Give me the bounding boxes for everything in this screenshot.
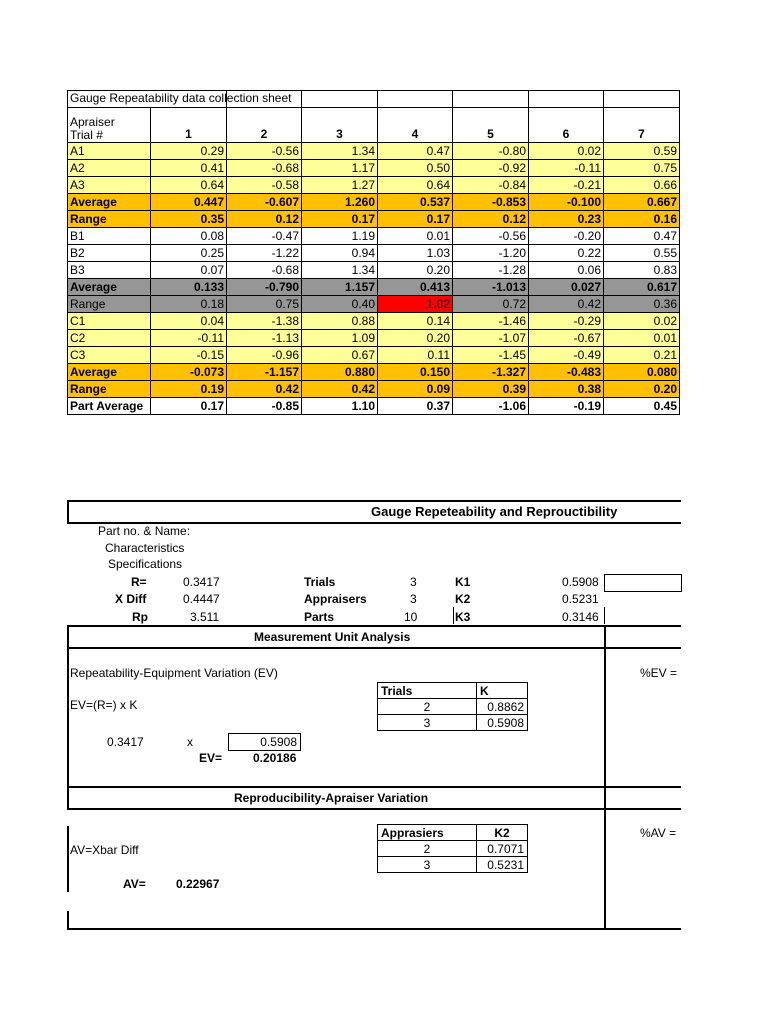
table-cell: 1.03 (378, 245, 453, 262)
ev-times: x (187, 735, 193, 749)
table-cell: -0.68 (227, 262, 302, 279)
table-row (68, 330, 680, 347)
row-label: Average (68, 364, 151, 381)
table-cell: 0.02 (529, 143, 604, 160)
table-cell: 0.08 (151, 228, 227, 245)
table-cell: -0.073 (151, 364, 227, 381)
table-cell: 0.21 (604, 347, 680, 364)
table-cell: 0.12 (227, 211, 302, 228)
table-cell: 0.39 (453, 381, 529, 398)
k1-label: K1 (455, 575, 471, 589)
k3-value: 0.3146 (562, 610, 599, 624)
table-cell: 0.150 (378, 364, 453, 381)
table-cell: -0.96 (227, 347, 302, 364)
row-label: A2 (68, 160, 151, 177)
table-cell: -0.56 (453, 228, 529, 245)
pct-ev-label: %EV = (640, 666, 678, 680)
xdiff-value: 0.4447 (183, 592, 220, 606)
table-cell: -1.06 (453, 398, 529, 415)
rp-value: 3.511 (190, 610, 220, 624)
table-cell: 1.17 (302, 160, 378, 177)
table-row (68, 364, 680, 381)
pct-av-label: %AV = (640, 826, 677, 840)
ev-r-value: 0.3417 (107, 735, 144, 749)
table-cell: 0.72 (453, 296, 529, 313)
table-cell: -0.92 (453, 160, 529, 177)
row-label: Range (68, 296, 151, 313)
table-cell: 0.75 (604, 160, 680, 177)
ev-k-cell: 0.5908 (228, 733, 301, 751)
characteristics-label: Characteristics (105, 541, 185, 555)
table-cell: 0.45 (604, 398, 680, 415)
table-cell: 0.59 (604, 143, 680, 160)
header-label: Apraiser Trial # (68, 108, 151, 143)
table-cell: -0.853 (453, 194, 529, 211)
table-cell: 0.027 (529, 279, 604, 296)
appraisers-label: Appraisers (304, 592, 367, 606)
table-cell: 1.19 (302, 228, 378, 245)
table-cell: -0.19 (529, 398, 604, 415)
table-cell: 0.38 (529, 381, 604, 398)
column-header-2: 2 (227, 108, 302, 143)
table-cell: 1.10 (302, 398, 378, 415)
k3-label: K3 (455, 610, 471, 624)
ev-formula: EV=(R=) x K (70, 698, 138, 712)
table-cell: -0.67 (529, 330, 604, 347)
table-cell: -1.20 (453, 245, 529, 262)
table-cell: 1.34 (302, 143, 378, 160)
appraisers-k2-table: Apprasiers K2 2 0.7071 3 0.5231 (377, 824, 528, 873)
column-header-3: 3 (302, 108, 378, 143)
table-cell: 0.42 (302, 381, 378, 398)
column-header-7: 7 (604, 108, 680, 143)
table-cell: 0.88 (302, 313, 378, 330)
table-cell: -0.47 (227, 228, 302, 245)
k2-value: 0.5231 (562, 592, 599, 606)
table-cell: -0.84 (453, 177, 529, 194)
table-cell: -1.46 (453, 313, 529, 330)
table-cell: -0.21 (529, 177, 604, 194)
table-cell: 0.09 (378, 381, 453, 398)
trials-k-table: Trials K 2 0.8862 3 0.5908 (377, 682, 528, 731)
table-cell: 0.36 (604, 296, 680, 313)
row-label: Average (68, 279, 151, 296)
table-cell: -0.29 (529, 313, 604, 330)
table-row (68, 228, 680, 245)
table-cell: 0.02 (604, 313, 680, 330)
table-cell: -0.58 (227, 177, 302, 194)
table-cell: 0.667 (604, 194, 680, 211)
table-cell: 0.25 (151, 245, 227, 262)
row-label: C3 (68, 347, 151, 364)
appraisers-value: 3 (410, 592, 417, 606)
row-label: C1 (68, 313, 151, 330)
table-cell: 0.42 (529, 296, 604, 313)
table-cell: 0.20 (604, 381, 680, 398)
row-label: B2 (68, 245, 151, 262)
table-row (68, 279, 680, 296)
column-header-5: 5 (453, 108, 529, 143)
row-label: C2 (68, 330, 151, 347)
ev-value: 0.20186 (253, 751, 297, 765)
table-cell: 0.133 (151, 279, 227, 296)
table-row (68, 245, 680, 262)
data-collection-sheet (67, 90, 680, 415)
column-header-4: 4 (378, 108, 453, 143)
column-header-6: 6 (529, 108, 604, 143)
table-cell: -1.22 (227, 245, 302, 262)
table-row (68, 194, 680, 211)
k1-input-cell (604, 574, 682, 592)
grr-title: Gauge Repeteability and Reprouctibility (371, 504, 618, 519)
table-cell: 1.02 (378, 296, 453, 313)
table-cell: -1.38 (227, 313, 302, 330)
sheet-title: Gauge Repeatability data collection sheet (68, 91, 151, 108)
table-row (68, 398, 680, 415)
table-cell: 0.66 (604, 177, 680, 194)
table-cell: 0.67 (302, 347, 378, 364)
table-cell: 0.23 (529, 211, 604, 228)
r-label: R= (131, 575, 147, 589)
table-cell: 0.537 (378, 194, 453, 211)
table-cell: 0.16 (604, 211, 680, 228)
ev-heading: Repeatability-Equipment Variation (EV) (70, 666, 278, 680)
table-cell: -0.607 (227, 194, 302, 211)
table-cell: 1.260 (302, 194, 378, 211)
table-cell: 0.47 (378, 143, 453, 160)
table-row (68, 347, 680, 364)
table-cell: 0.12 (453, 211, 529, 228)
table-cell: 0.17 (151, 398, 227, 415)
table-cell: -0.56 (227, 143, 302, 160)
table-cell: 0.20 (378, 330, 453, 347)
av-label: AV= (123, 877, 146, 891)
row-label: B3 (68, 262, 151, 279)
table-cell: -0.15 (151, 347, 227, 364)
table-cell: -1.013 (453, 279, 529, 296)
table-cell: 1.09 (302, 330, 378, 347)
table-cell: -0.100 (529, 194, 604, 211)
table-cell: 0.19 (151, 381, 227, 398)
table-cell: 0.17 (378, 211, 453, 228)
table-cell: -1.28 (453, 262, 529, 279)
table-cell: 0.11 (378, 347, 453, 364)
table-cell: 0.07 (151, 262, 227, 279)
k1-value: 0.5908 (562, 575, 599, 589)
table-cell: -1.45 (453, 347, 529, 364)
table-cell: -0.85 (227, 398, 302, 415)
table-cell: -0.483 (529, 364, 604, 381)
row-label: B1 (68, 228, 151, 245)
table-cell: -0.20 (529, 228, 604, 245)
table-cell: -1.327 (453, 364, 529, 381)
table-cell: 0.35 (151, 211, 227, 228)
k2-label: K2 (455, 592, 471, 606)
table-cell: 0.06 (529, 262, 604, 279)
table-cell: 1.34 (302, 262, 378, 279)
table-cell: -0.11 (151, 330, 227, 347)
table-cell: 0.18 (151, 296, 227, 313)
table-cell: 0.080 (604, 364, 680, 381)
table-cell: -0.80 (453, 143, 529, 160)
table-cell: 0.64 (151, 177, 227, 194)
row-label: Average (68, 194, 151, 211)
table-cell: 0.447 (151, 194, 227, 211)
av-title: Reproducibility-Apraiser Variation (234, 791, 429, 805)
parts-label: Parts (304, 610, 335, 624)
row-label: Part Average (68, 398, 151, 415)
table-cell: 0.14 (378, 313, 453, 330)
mua-title: Measurement Unit Analysis (254, 630, 411, 644)
table-cell: -1.07 (453, 330, 529, 347)
r-value: 0.3417 (183, 575, 220, 589)
table-cell: -0.790 (227, 279, 302, 296)
table-cell: 0.64 (378, 177, 453, 194)
table-cell: 0.617 (604, 279, 680, 296)
table-cell: 0.42 (227, 381, 302, 398)
table-cell: -0.68 (227, 160, 302, 177)
table-cell: 0.94 (302, 245, 378, 262)
table-cell: 0.01 (604, 330, 680, 347)
table-row (68, 160, 680, 177)
ev-label: EV= (199, 751, 223, 765)
row-label: A1 (68, 143, 151, 160)
row-label: Range (68, 381, 151, 398)
table-cell: -1.13 (227, 330, 302, 347)
table-cell: 1.27 (302, 177, 378, 194)
specifications-label: Specifications (108, 557, 183, 571)
row-label: A3 (68, 177, 151, 194)
table-cell: 0.413 (378, 279, 453, 296)
table-cell: 0.880 (302, 364, 378, 381)
table-cell: -0.11 (529, 160, 604, 177)
table-cell: 0.75 (227, 296, 302, 313)
table-cell: 0.29 (151, 143, 227, 160)
column-header-1: 1 (151, 108, 227, 143)
table-cell: -0.49 (529, 347, 604, 364)
table-row (68, 313, 680, 330)
table-row (68, 211, 680, 228)
table-cell: 0.41 (151, 160, 227, 177)
table-cell: 1.157 (302, 279, 378, 296)
trials-value: 3 (410, 575, 417, 589)
table-cell: 0.20 (378, 262, 453, 279)
table-row (68, 143, 680, 160)
table-cell: 0.83 (604, 262, 680, 279)
table-cell: 0.40 (302, 296, 378, 313)
table-row (68, 381, 680, 398)
table-cell: 0.22 (529, 245, 604, 262)
table-cell: 0.50 (378, 160, 453, 177)
table-cell: 0.04 (151, 313, 227, 330)
table-cell: 0.47 (604, 228, 680, 245)
parts-value: 10 (404, 610, 418, 624)
table-cell: -1.157 (227, 364, 302, 381)
table-cell: 0.55 (604, 245, 680, 262)
av-formula: AV=Xbar Diff (70, 843, 139, 857)
table-row (68, 296, 680, 313)
xdiff-label: X Diff (115, 592, 147, 606)
av-value: 0.22967 (176, 877, 220, 891)
part-name-label: Part no. & Name: (98, 524, 191, 538)
row-label: Range (68, 211, 151, 228)
rp-label: Rp (132, 610, 148, 624)
table-cell: 0.17 (302, 211, 378, 228)
table-row (68, 262, 680, 279)
table-cell: 0.37 (378, 398, 453, 415)
trials-label: Trials (304, 575, 336, 589)
table-row (68, 177, 680, 194)
table-cell: 0.01 (378, 228, 453, 245)
